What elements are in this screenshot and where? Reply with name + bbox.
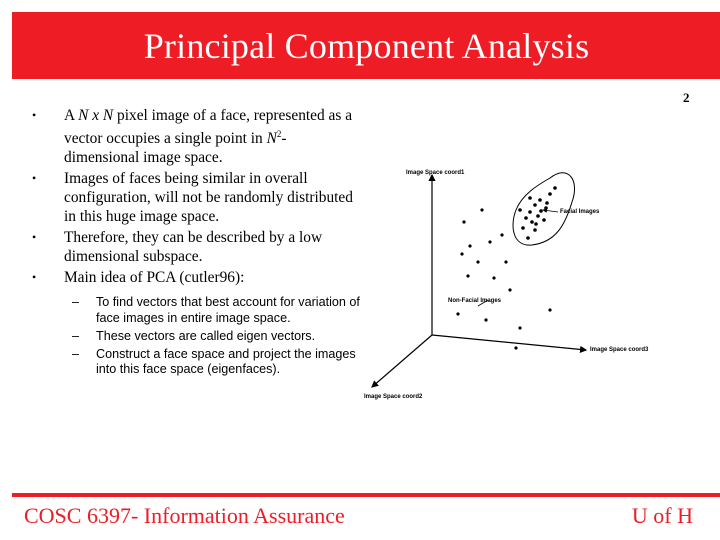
bullet-text: Therefore, they can be described by a low dimensional subspace. [64, 229, 323, 266]
sub-bullet-item [30, 329, 360, 345]
bullet-text: Main idea of PCA (cutler96): [64, 269, 245, 287]
bullet-text: Images of faces being similar in overall configuration, will not be randomly distributed in this huge image space. [64, 170, 353, 226]
sub-bullet-dash-icon: – [72, 346, 80, 361]
sub-bullet-dash-icon: – [72, 295, 80, 310]
facial-points [518, 186, 557, 240]
label-coord3: Image Space coord3 [590, 347, 649, 353]
title-bar [12, 12, 720, 79]
sub-bullet-text: These vectors are called eigen vectors. [96, 328, 316, 343]
page-number: 2 [683, 90, 690, 105]
sub-bullet-dash-icon: – [72, 328, 80, 343]
sub-bullet-text: Construct a face space and project the images into this face space (eigenfaces). [96, 346, 356, 377]
bullet-item [30, 106, 360, 167]
sub-bullet-item [30, 295, 360, 327]
sub-bullet-item [30, 347, 360, 379]
slide-title: Principal Component Analysis [143, 25, 590, 66]
bullet-dot-icon: • [32, 108, 37, 122]
bullet-dot-icon: • [32, 230, 37, 245]
footer-university: U of H [631, 503, 693, 528]
sub-bullet-text: To find vectors that best account for variation of face images in entire image space. [96, 295, 360, 325]
bullet-dot-icon: • [32, 270, 37, 285]
bullet-item [30, 268, 360, 287]
label-facial: Facial Images [560, 209, 600, 215]
label-coord2: Image Space coord2 [364, 394, 423, 400]
bullet-item [30, 169, 360, 226]
axis-coord3 [432, 335, 586, 350]
footer-course: COSC 6397- Information Assurance [24, 503, 345, 528]
label-coord1: Image Space coord1 [406, 170, 465, 176]
bullet-list [30, 106, 360, 380]
axis-coord2 [372, 335, 432, 387]
label-nonfacial: Non-Facial Images [448, 298, 502, 304]
nonfacial-points [456, 208, 551, 349]
image-space-diagram [360, 150, 690, 410]
bullet-text: A N x N pixel image of a face, represented as a vector occupies a single point in $N^2$-dimensional image space. [64, 107, 353, 167]
footer-divider [12, 493, 720, 497]
bullet-item [30, 228, 360, 266]
bullet-dot-icon: • [32, 171, 37, 186]
